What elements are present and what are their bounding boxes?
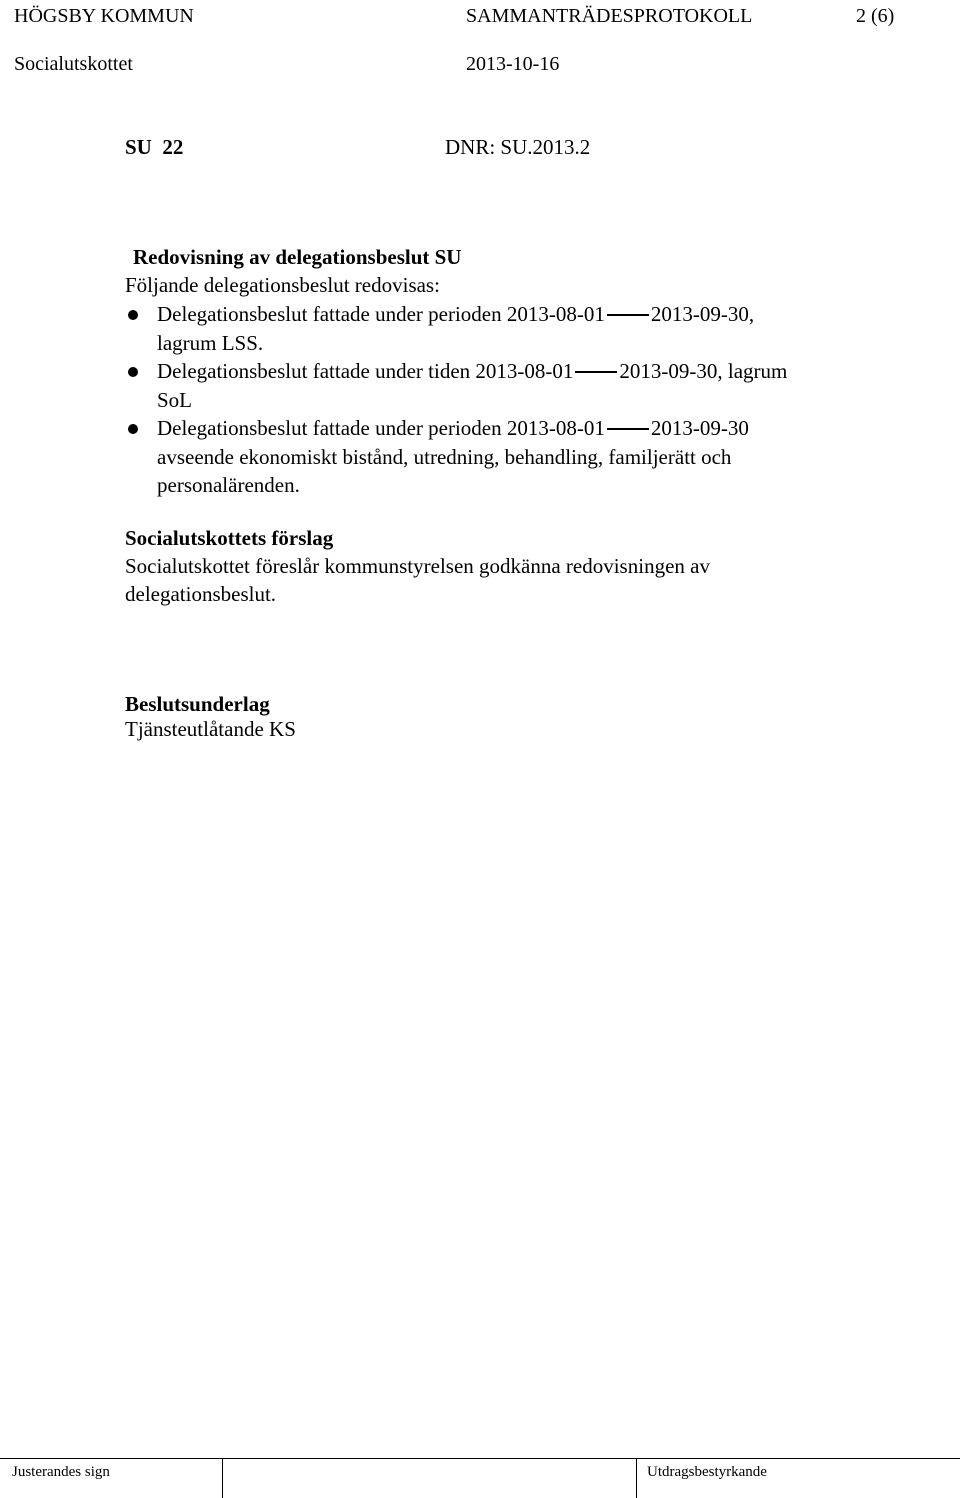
- bullet-icon: [128, 424, 138, 434]
- bullet-icon: [128, 367, 138, 377]
- list-item-continuation: avseende ekonomiskt bistånd, utredning, behandling, familjerätt och personalärenden.: [157, 444, 732, 497]
- basis-text: Tjänsteutlåtande KS: [125, 717, 296, 741]
- list-item-text: Delegationsbeslut fattade under perioden 2013-08-01: [157, 302, 605, 326]
- registration-number: DNR: SU.2013.2: [445, 135, 591, 159]
- list-item-continuation: SoL: [157, 387, 193, 412]
- organization-name: HÖGSBY KOMMUN: [14, 5, 194, 27]
- proposal-heading: Socialutskottets förslag: [125, 526, 334, 550]
- list-item: [157, 414, 857, 500]
- footer-extract-box-border: [636, 1458, 637, 1498]
- list-item-text-end: 2013-09-30, lagrum: [619, 359, 788, 383]
- committee-name: Socialutskottet: [14, 53, 133, 75]
- proposal-text: Socialutskottet föreslår kommunstyrelsen godkänna redovisningen av: [125, 554, 710, 578]
- section-title: Redovisning av delegationsbeslut SU: [133, 245, 462, 269]
- list-item: [157, 357, 857, 414]
- footer-divider: [0, 1458, 960, 1459]
- basis-heading: Beslutsunderlag: [125, 692, 270, 716]
- section-intro: Följande delegationsbeslut redovisas:: [125, 273, 440, 297]
- signature-label: Justerandes sign: [12, 1464, 110, 1480]
- dash-separator: [607, 314, 649, 316]
- list-item-text: Delegationsbeslut fattade under perioden 2013-08-01: [157, 416, 605, 440]
- list-item-text-end: 2013-09-30: [650, 416, 749, 440]
- proposal-text-continuation: delegationsbeslut.: [125, 582, 277, 606]
- page-number: 2 (6): [856, 5, 895, 27]
- dash-separator: [575, 371, 617, 373]
- list-item: [157, 300, 857, 357]
- meeting-date: 2013-10-16: [466, 53, 560, 75]
- list-item-text: Delegationsbeslut fattade under tiden 2013-08-01: [157, 359, 574, 383]
- list-item-text-end: 2013-09-30,: [650, 302, 755, 326]
- list-item-continuation: lagrum LSS.: [157, 330, 264, 355]
- dash-separator: [607, 428, 649, 430]
- case-number: SU 22: [125, 135, 184, 159]
- document-type: SAMMANTRÄDESPROTOKOLL: [466, 5, 753, 27]
- bullet-icon: [128, 310, 138, 320]
- extract-label: Utdragsbestyrkande: [647, 1464, 767, 1480]
- footer-signature-box-border: [222, 1458, 223, 1498]
